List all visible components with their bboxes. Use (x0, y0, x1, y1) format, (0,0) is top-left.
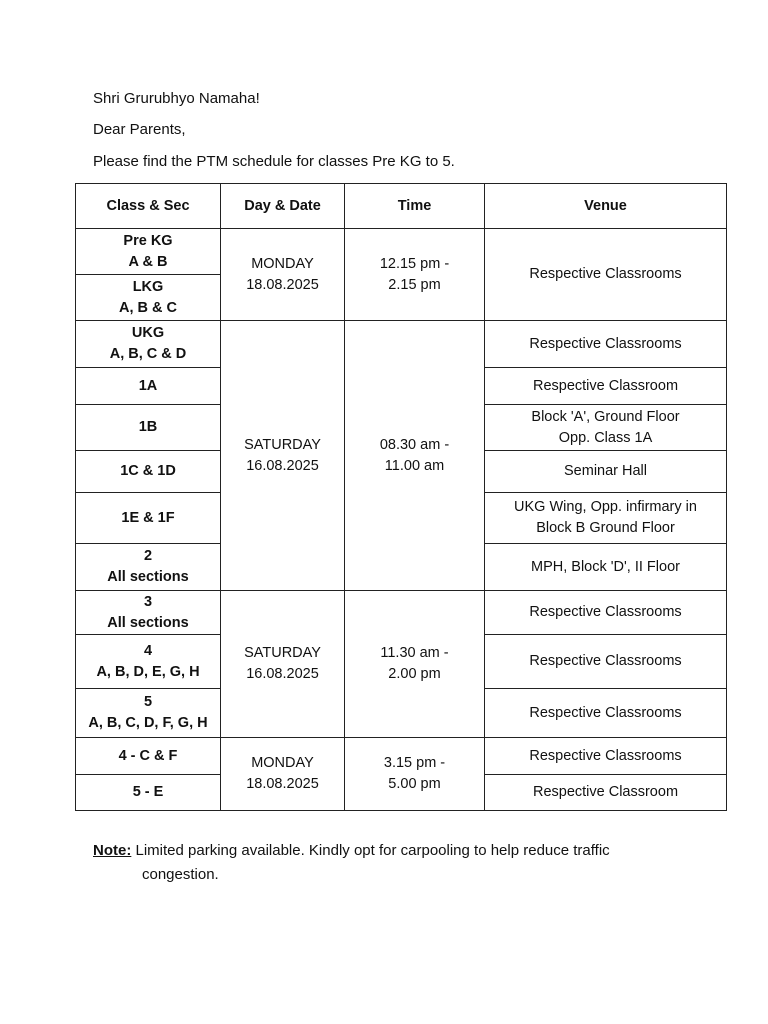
salutation-text: Dear Parents, (93, 121, 186, 138)
header-class-sec: Class & Sec (76, 184, 221, 229)
day-date-cell: SATURDAY 16.08.2025 (221, 591, 345, 738)
venue-cell: Respective Classrooms (485, 321, 727, 368)
intro-text: Please find the PTM schedule for classes Pre KG to 5. (93, 153, 455, 170)
class-cell: 3 All sections (76, 591, 221, 635)
day-date-cell: SATURDAY 16.08.2025 (221, 321, 345, 591)
venue-cell: Respective Classroom (485, 368, 727, 405)
note-text-line1: Limited parking available. Kindly opt for carpooling to help reduce traffic (135, 842, 610, 859)
table-header-row (76, 184, 727, 229)
class-cell: 5 A, B, C, D, F, G, H (76, 689, 221, 738)
class-cell: 1E & 1F (76, 493, 221, 544)
table-row (76, 591, 727, 635)
note-text-line2: congestion. (142, 866, 219, 883)
class-cell: Pre KG A & B (76, 229, 221, 275)
class-cell: 4 A, B, D, E, G, H (76, 635, 221, 689)
time-cell: 08.30 am - 11.00 am (345, 321, 485, 591)
venue-cell: Respective Classrooms (485, 591, 727, 635)
venue-cell: Seminar Hall (485, 451, 727, 493)
table-row (76, 738, 727, 775)
greeting-text: Shri Grurubhyo Namaha! (93, 90, 260, 107)
venue-cell: Respective Classrooms (485, 229, 727, 321)
venue-cell: Respective Classrooms (485, 689, 727, 738)
header-time: Time (345, 184, 485, 229)
venue-cell: Respective Classroom (485, 775, 727, 811)
venue-cell: MPH, Block 'D', II Floor (485, 544, 727, 591)
time-cell: 3.15 pm - 5.00 pm (345, 738, 485, 811)
venue-cell: Respective Classrooms (485, 738, 727, 775)
venue-cell: Block 'A', Ground Floor Opp. Class 1A (485, 405, 727, 451)
class-cell: 5 - E (76, 775, 221, 811)
ptm-schedule-table (75, 183, 727, 811)
class-cell: 1C & 1D (76, 451, 221, 493)
time-cell: 11.30 am - 2.00 pm (345, 591, 485, 738)
header-day-date: Day & Date (221, 184, 345, 229)
venue-cell: UKG Wing, Opp. infirmary in Block B Ground Floor (485, 493, 727, 544)
class-cell: 4 - C & F (76, 738, 221, 775)
class-cell: 1B (76, 405, 221, 451)
class-cell: 2 All sections (76, 544, 221, 591)
class-cell: 1A (76, 368, 221, 405)
table-row (76, 229, 727, 275)
day-date-cell: MONDAY 18.08.2025 (221, 738, 345, 811)
class-cell: UKG A, B, C & D (76, 321, 221, 368)
table-row (76, 321, 727, 368)
header-venue: Venue (485, 184, 727, 229)
day-date-cell: MONDAY 18.08.2025 (221, 229, 345, 321)
venue-cell: Respective Classrooms (485, 635, 727, 689)
parking-note (93, 839, 693, 887)
note-label: Note: (93, 842, 132, 859)
time-cell: 12.15 pm - 2.15 pm (345, 229, 485, 321)
class-cell: LKG A, B & C (76, 275, 221, 321)
